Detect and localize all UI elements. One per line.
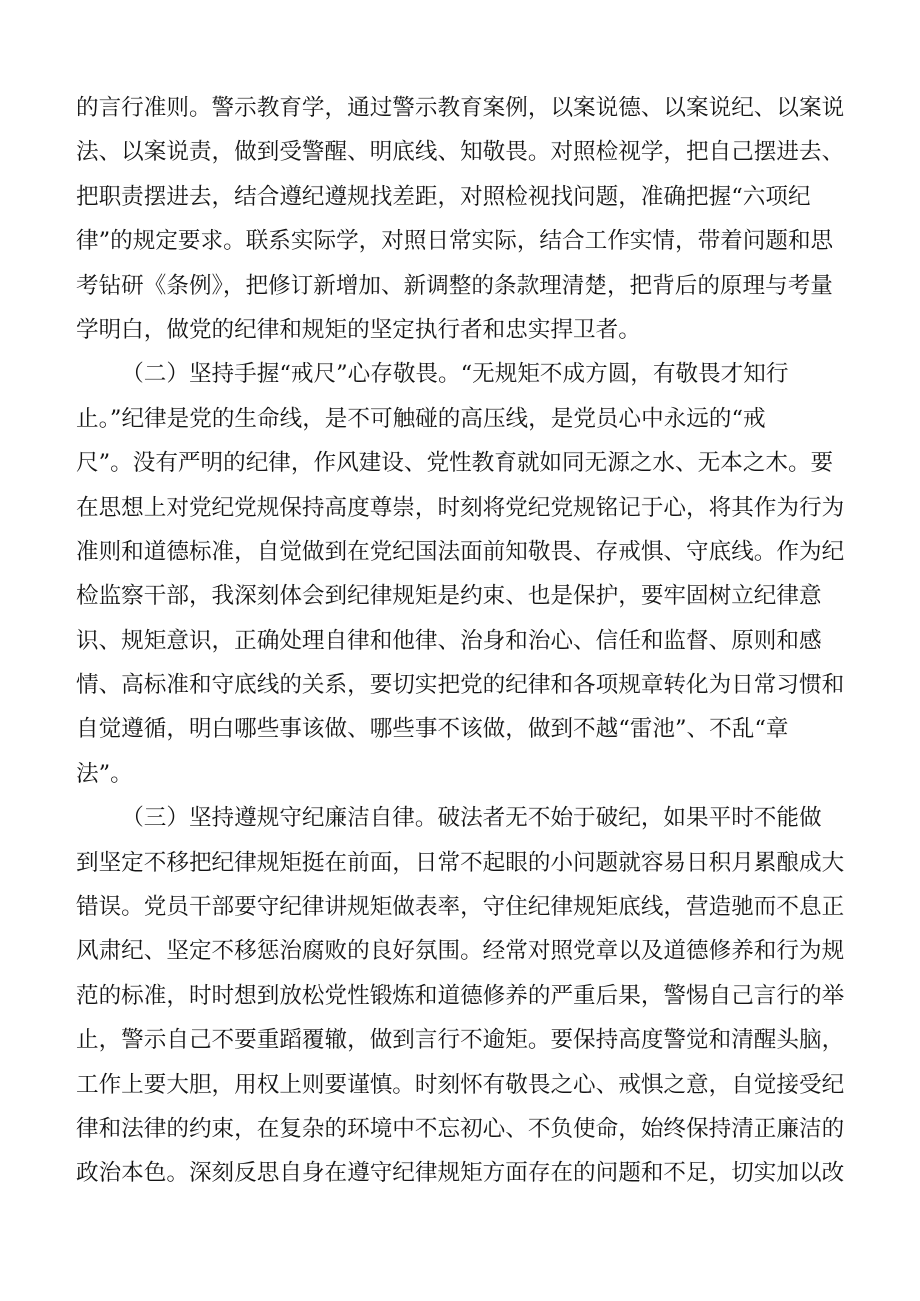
text-line: 学明白，做党的纪律和规矩的坚定执行者和忠实捍卫者。 — [76, 316, 641, 343]
text-line: 自觉遵循，明白哪些事该做、哪些事不该做，做到不越“雷池”、不乱“章 — [76, 716, 789, 743]
text-line: 考钻研《条例》，把修订新增加、新调整的条款理清楚，把背后的原理与考量 — [76, 272, 833, 299]
text-line: 律”的规定要求。联系实际学，对照日常实际，结合工作实情，带着问题和思 — [76, 228, 834, 255]
text-line: 止。”纪律是党的生命线，是不可触碰的高压线，是党员心中永远的“戒 — [76, 405, 766, 432]
document-body — [76, 86, 860, 1196]
text-line: 把职责摆进去，结合遵纪遵规找差距，对照检视找问题，准确把握“六项纪 — [76, 183, 811, 210]
text-line: 检监察干部，我深刻体会到纪律规矩是约束、也是保护，要牢固树立纪律意 — [76, 583, 822, 610]
text-line: 止，警示自己不要重蹈覆辙，做到言行不逾矩。要保持高度警觉和清醒头脑， — [76, 1027, 845, 1054]
text-line: 法、以案说责，做到受警醒、明底线、知敬畏。对照检视学，把自己摆进去、 — [76, 139, 845, 166]
text-line: 准则和道德标准，自觉做到在党纪国法面前知敬畏、存戒惧、守底线。作为纪 — [76, 538, 845, 565]
text-line: 法”。 — [76, 760, 133, 787]
text-line: 在思想上对党纪党规保持高度尊崇，时刻将党纪党规铭记于心，将其作为行为 — [76, 494, 845, 521]
paragraph-section-three — [76, 796, 860, 1196]
text-line: 到坚定不移把纪律规矩挺在前面，日常不起眼的小问题就容易日积月累酿成大 — [76, 849, 845, 876]
text-line: 律和法律的约束，在复杂的环境中不忘初心、不负使命，始终保持清正廉洁的 — [76, 1115, 845, 1142]
text-line: 工作上要大胆，用权上则要谨慎。时刻怀有敬畏之心、戒惧之意，自觉接受纪 — [76, 1071, 845, 1098]
text-line: （二）坚持手握“戒尺”心存敬畏。“无规矩不成方圆，有敬畏才知行 — [121, 361, 789, 388]
text-line: 的言行准则。警示教育学，通过警示教育案例，以案说德、以案说纪、以案说 — [76, 95, 845, 121]
paragraph-section-two — [76, 352, 860, 796]
text-line: 错误。党员干部要守纪律讲规矩做表率，守住纪律规矩底线，营造驰而不息正 — [76, 894, 845, 921]
text-line: （三）坚持遵规守纪廉洁自律。破法者无不始于破纪，如果平时不能做 — [121, 805, 822, 832]
text-line: 尺”。没有严明的纪律，作风建设、党性教育就如同无源之水、无本之木。要 — [76, 450, 834, 477]
text-line: 风肃纪、坚定不移惩治腐败的良好氛围。经常对照党章以及道德修养和行为规 — [76, 938, 845, 965]
text-line: 情、高标准和守底线的关系，要切实把党的纪律和各项规章转化为日常习惯和 — [76, 672, 845, 699]
text-line: 识、规矩意识，正确处理自律和他律、治身和治心、信任和监督、原则和感 — [76, 627, 822, 654]
paragraph-continuation — [76, 86, 860, 352]
text-line: 政治本色。深刻反思自身在遵守纪律规矩方面存在的问题和不足，切实加以改 — [76, 1160, 845, 1187]
text-line: 范的标准，时时想到放松党性锻炼和道德修养的严重后果，警惕自己言行的举 — [76, 982, 845, 1009]
